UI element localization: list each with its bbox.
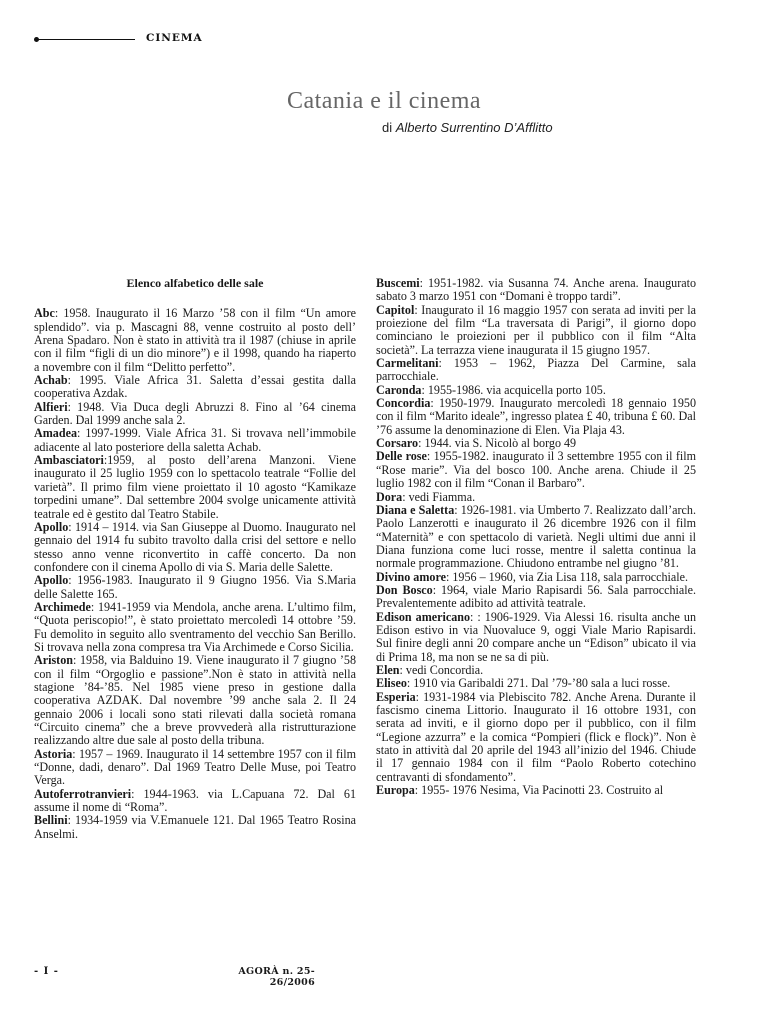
cinema-description: : 1956 – 1960, via Zia Lisa 118, sala parrocchiale. xyxy=(445,569,689,584)
issue-label: AGORÀ n. 25-26/2006 xyxy=(238,966,315,988)
cinema-entry xyxy=(34,574,356,601)
cinema-description: : 1950-1979. Inaugurato mercoledì 18 gennaio 1950 con il film “Marito ideale”, ingresso platea £ 40, tribuna £ 60. Dal ’76 assume la denominazione di Elen. Via Plaja 43. xyxy=(376,396,696,437)
page-number: - I - xyxy=(34,966,59,977)
cinema-description: : 1934-1959 via V.Emanuele 121. Dal 1965 Teatro Rosina Anselmi. xyxy=(34,813,356,841)
cinema-name: Don Bosco xyxy=(376,582,433,597)
cinema-entry xyxy=(376,450,696,490)
cinema-name: Concordia xyxy=(376,396,431,411)
byline-prefix: di xyxy=(382,120,393,135)
cinema-name: Abc xyxy=(34,306,55,321)
cinema-description: : 1944-1963. via L.Capuana 72. Dal 61 assume il nome di “Roma”. xyxy=(34,786,356,815)
cinema-entry xyxy=(34,307,356,374)
cinema-description: : 1955-1986. via acquicella porto 105. xyxy=(421,382,606,397)
cinema-description: : 1995. Viale Africa 31. Saletta d’essai gestita dalla cooperativa Azdak. xyxy=(34,373,356,401)
cinema-name: Achab xyxy=(34,373,68,388)
cinema-name: Delle rose xyxy=(376,449,427,464)
cinema-description: : Inaugurato il 16 maggio 1957 con serata ad inviti per la proiezione del film “La traversata di Parigi”, il giorno dopo cominciano le proiezioni per il pubblico con il film “Alta società”. La terrazza viene inaugurata il 15 giugno 1957. xyxy=(376,302,696,357)
cinema-entry xyxy=(376,784,696,797)
cinema-name: Diana e Saletta xyxy=(376,502,455,517)
cinema-description: : 1955-1982. inaugurato il 3 settembre 1955 con il film “Rose marie”. Via del bosco 100. Anche arena. Chiude il 25 luglio 1982 con il film “Conan il Barbaro”. xyxy=(376,449,697,491)
cinema-description: : 1958. Inaugurato il 16 Marzo ’58 con il film “Un amore splendido”. via p. Mascagni 88, venne costruito al posto dell’ Arena Spadaro. Non è stato in attività tra il 1987 (chiuse in aprile con il film “figli di un dio minore”) e il 1998, quando ha riaperto a novembre con il film “Delitto perfetto”. xyxy=(34,306,356,374)
cinema-entry xyxy=(34,454,356,521)
cinema-entry xyxy=(34,814,356,841)
cinema-name: Europa xyxy=(376,783,415,798)
cinema-name: Apollo xyxy=(34,573,69,588)
cinema-description: : vedi Fiamma. xyxy=(402,489,476,504)
cinema-description: :1959, al posto dell’arena Manzoni. Viene inaugurato il 25 luglio 1959 con lo spettacolo teatrale “Follie del varietà”. Il primo film viene proiettato il 10 agosto “Kamikaze torpedini umane”. Dal settembre 2004 svolge unicamente attività teatrale ed è gestito dal Teatro Stabile. xyxy=(34,453,356,521)
cinema-name: Caronda xyxy=(376,382,422,397)
cinema-description: : 1944. via S. Nicolò al borgo 49 xyxy=(418,436,577,451)
cinema-entry xyxy=(34,601,356,654)
cinema-description: : 1941-1959 via Mendola, anche arena. L’ultimo film, “Quota periscopio!”, è stato proiettato mercoledì 14 ottobre ’59. Fu demolito in seguito allo sventramento del vecchio San Berillo. Si trovava nella zona compresa tra Via Archimede e Corso Sicilia. xyxy=(34,599,356,654)
cinema-entry xyxy=(376,357,696,384)
cinema-name: Bellini xyxy=(34,813,68,828)
cinema-description: : 1958, via Balduino 19. Viene inaugurato il 7 giugno ’58 con il film “Orgoglio e passione”.Non è stato in attività nella stagione ’84-’85. Nel 1985 viene preso in gestione dalla cooperativa AZDAK. Dal novembre ’99 anche sala 2. Il 24 gennaio 2006 i locali sono stati rilevati dalla società romana “Circuito cinema” che a breve provvederà alla ristrutturazione realizzando altre due sale al posto della tribuna. xyxy=(34,653,356,748)
cinema-entry xyxy=(376,691,696,784)
cinema-name: Autoferrotranvieri xyxy=(34,786,132,801)
cinema-name: Corsaro xyxy=(376,436,419,451)
cinema-description: : 1953 – 1962, Piazza Del Carmine, sala parrocchiale. xyxy=(376,356,696,384)
cinema-name: Esperia xyxy=(376,689,416,704)
left-column xyxy=(34,277,356,841)
cinema-description: : 1914 – 1914. via San Giuseppe al Duomo. Inaugurato nel gennaio del 1914 fu subito travolto dalla crisi del settore e nello stesso anno venne riconvertito in caffè concerto. Da non confondere con il cinema Apollo di via S. Maria delle Salette. xyxy=(34,519,356,574)
cinema-entry xyxy=(376,504,696,571)
cinema-entry xyxy=(376,491,696,504)
cinema-description: : 1948. Via Duca degli Abruzzi 8. Fino al ’64 cinema Garden. Dal 1999 anche sala 2. xyxy=(34,399,356,428)
cinema-name: Elen xyxy=(376,662,400,677)
author-name: Alberto Surrentino D’Afflitto xyxy=(395,120,553,135)
cinema-entry xyxy=(376,397,696,437)
cinema-description: : 1997-1999. Viale Africa 31. Si trovava nell’immobile adiacente al lato posteriore della saletta Achab. xyxy=(34,426,356,454)
cinema-description: : 1957 – 1969. Inaugurato il 14 settembre 1957 con il film “Donne, dadi, denaro”. Dal 1969 Teatro Delle Muse, poi Teatro Verga. xyxy=(34,746,356,788)
cinema-description: : vedi Concordia. xyxy=(399,662,484,677)
right-column xyxy=(376,277,696,797)
cinema-entry xyxy=(34,788,356,815)
section-label: CINEMA xyxy=(146,32,203,44)
cinema-entry xyxy=(376,571,696,584)
cinema-entry xyxy=(376,304,696,357)
cinema-entry xyxy=(376,277,696,304)
cinema-entry xyxy=(376,584,696,611)
cinema-entry xyxy=(34,521,356,574)
cinema-description: : 1926-1981. via Umberto 7. Realizzato dall’arch. Paolo Lanzerotti e inaugurato il 26 dicembre 1926 con il film “Maternità” e con spettacolo di varietà. Negli ultimi due anni il Diana funziona come luci rosse, mentre il saletta continua la normale programmazione. Chiudono entrambe nel giugno ’81. xyxy=(376,502,696,571)
cinema-description: : : 1906-1929. Via Alessi 16. risulta anche un Edison estivo in via Nuovaluce 9, oggi Viale Mario Rapisardi. Sul finire degli anni 20 compare anche un “Edison” ubicato il via di Prima 18, ma non se ne sa di più. xyxy=(376,609,696,664)
cinema-entry xyxy=(34,401,356,428)
cinema-description: : 1955- 1976 Nesima, Via Pacinotti 23. Costruito al xyxy=(414,783,664,798)
cinema-name: Amadea xyxy=(34,426,77,441)
cinema-name: Astoria xyxy=(34,746,73,761)
cinema-description: : 1956-1983. Inaugurato il 9 Giugno 1956. Via S.Maria delle Salette 165. xyxy=(34,573,356,601)
cinema-entry xyxy=(34,427,356,454)
cinema-name: Archimede xyxy=(34,599,91,614)
cinema-entry xyxy=(34,374,356,401)
cinema-entry xyxy=(34,748,356,788)
cinema-entry xyxy=(34,654,356,747)
cinema-name: Alfieri xyxy=(34,399,68,414)
cinema-name: Edison americano xyxy=(376,609,471,624)
header-rule xyxy=(38,39,135,40)
cinema-entry xyxy=(376,677,696,690)
cinema-entry xyxy=(376,437,696,450)
cinema-entry xyxy=(376,611,696,664)
cinema-description: : 1964, viale Mario Rapisardi 56. Sala parrocchiale. Prevalentemente adibito ad attività teatrale. xyxy=(376,582,696,611)
cinema-entry xyxy=(376,384,696,397)
cinema-entry xyxy=(376,664,696,677)
cinema-name: Capitol xyxy=(376,302,415,317)
cinema-name: Ambasciatori xyxy=(34,453,104,468)
cinema-name: Ariston xyxy=(34,653,73,668)
cinema-name: Buscemi xyxy=(376,276,420,290)
article-title: Catania e il cinema xyxy=(286,88,482,114)
listing-heading: Elenco alfabetico delle sale xyxy=(126,276,264,290)
right-entries xyxy=(376,277,696,797)
cinema-description: : 1931-1984 via Plebiscito 782. Anche Arena. Durante il fascismo cinema Littorio. Inaugurato il 16 ottobre 1931, con serata ad inviti, e il giorno dopo per il pubblico, con il film “Legione azzurra” e la comica “Pompieri (flick e flock)”. Non è stato in attività dal 20 aprile del 1943 all’inizio del 1946. Chiude il 17 gennaio 1984 con il film “Paolo Roberto cotechino centravanti di sfondamento”. xyxy=(376,689,696,784)
left-entries xyxy=(34,307,356,841)
cinema-name: Apollo xyxy=(34,519,69,534)
cinema-name: Eliseo xyxy=(376,676,407,691)
cinema-name: Carmelitani xyxy=(376,356,439,371)
byline xyxy=(382,120,553,135)
cinema-name: Dora xyxy=(376,489,403,504)
cinema-name: Divino amore xyxy=(376,569,446,584)
cinema-description: : 1910 via Garibaldi 271. Dal ’79-’80 sala a luci rosse. xyxy=(406,676,671,691)
cinema-description: : 1951-1982. via Susanna 74. Anche arena. Inaugurato sabato 3 marzo 1951 con “Domani è troppo tardi”. xyxy=(376,276,696,304)
